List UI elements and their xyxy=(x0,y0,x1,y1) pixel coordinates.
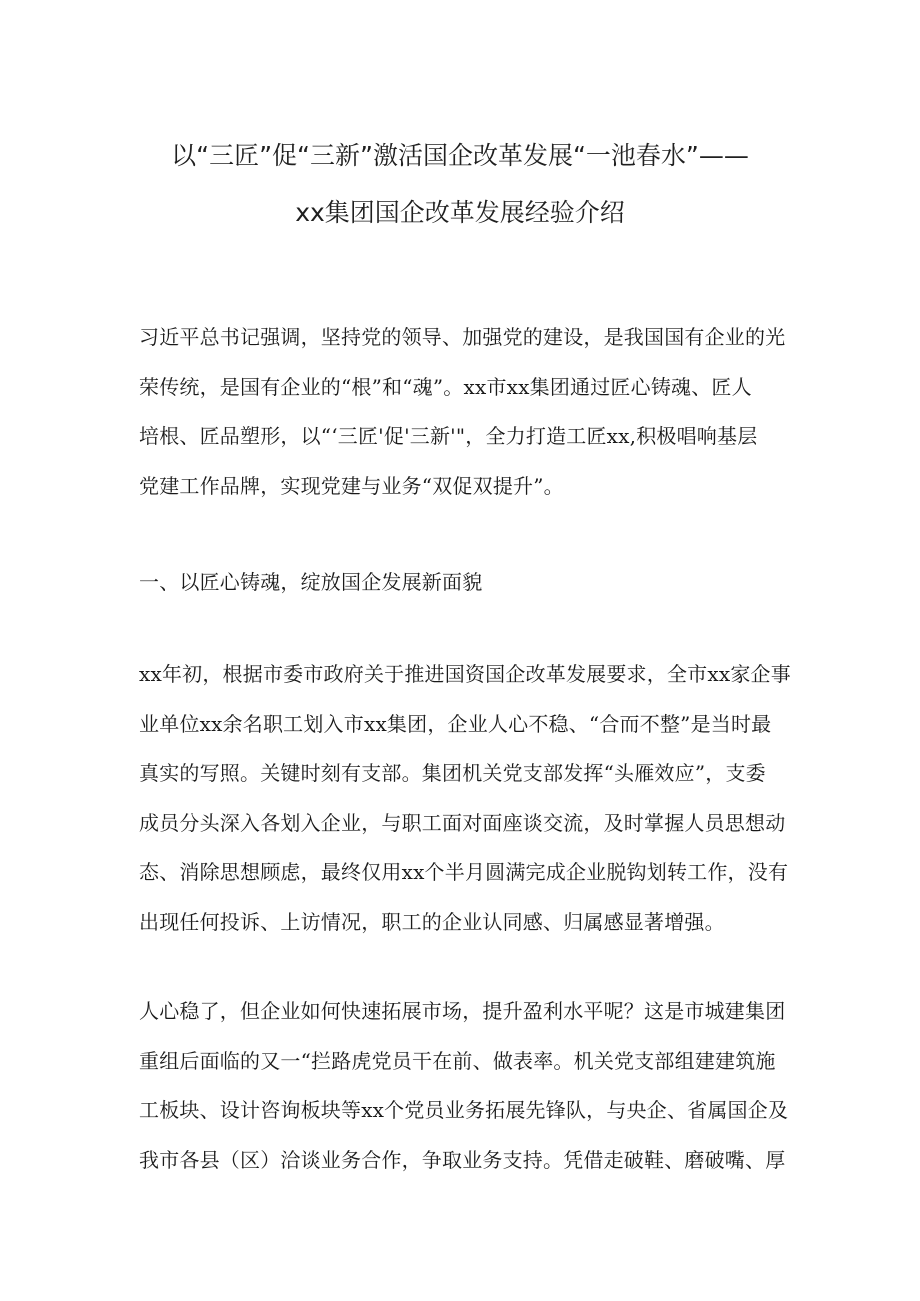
intro-line: 党建工作品牌，实现党建与业务“双促双提升”。 xyxy=(139,473,564,498)
paragraph-line: 成员分头深入各划入企业，与职工面对面座谈交流，及时掌握人员思想动 xyxy=(139,810,786,835)
section-heading-text: 一、以匠心铸魂，绽放国企发展新面貌 xyxy=(139,570,483,594)
paragraph-line: 态、消除思想顾虑，最终仅用xx个半月圆满完成企业脱钩划转工作，没有 xyxy=(139,860,789,884)
section-1-paragraph-2 xyxy=(139,998,789,1196)
paragraph-line: 业单位xx余名职工划入市xx集团，企业人心不稳、“合而不整”是当时最 xyxy=(139,711,772,736)
paragraph-line: xx年初，根据市委市政府关于推进国资国企改革发展要求，全市xx家企事 xyxy=(139,662,791,686)
paragraph-line: 人心稳了，但企业如何快速拓展市场，提升盈利水平呢？这是市城建集团 xyxy=(139,999,786,1023)
intro-line: 荣传统，是国有企业的“根”和“魂”。xx市xx集团通过匠心铸魂、匠人 xyxy=(139,374,752,399)
section-1-paragraph-1 xyxy=(139,661,789,958)
intro-line: 习近平总书记强调，坚持党的领导、加强党的建设，是我国国有企业的光 xyxy=(139,325,786,349)
paragraph-line: 我市各县（区）洽谈业务合作，争取业务支持。凭借走破鞋、磨破嘴、厚 xyxy=(139,1147,786,1172)
paragraph-line: 真实的写照。关键时刻有支部。集团机关党支部发挥“头雁效应”，支委 xyxy=(139,761,766,785)
document-title-line-2: xx集团国企改革发展经验介绍 xyxy=(295,198,625,227)
paragraph-line: 出现任何投诉、上访情况，职工的企业认同感、归属感显著增强。 xyxy=(139,909,725,934)
paragraph-line: 重组后面临的又一“拦路虎党员干在前、做表率。机关党支部组建建筑施 xyxy=(139,1048,776,1073)
intro-line: 培根、匠品塑形，以“‘三匠'促'三新'"，全力打造工匠xx,积极唱响基层 xyxy=(139,424,758,448)
intro-paragraph xyxy=(139,324,789,522)
paragraph-line: 工板块、设计咨询板块等xx个党员业务拓展先锋队，与央企、省属国企及 xyxy=(139,1098,789,1122)
document-title-line-1: 以“三匠”促“三新”激活国企改革发展“一池春水”—— xyxy=(171,141,749,170)
section-1-heading xyxy=(139,569,789,595)
